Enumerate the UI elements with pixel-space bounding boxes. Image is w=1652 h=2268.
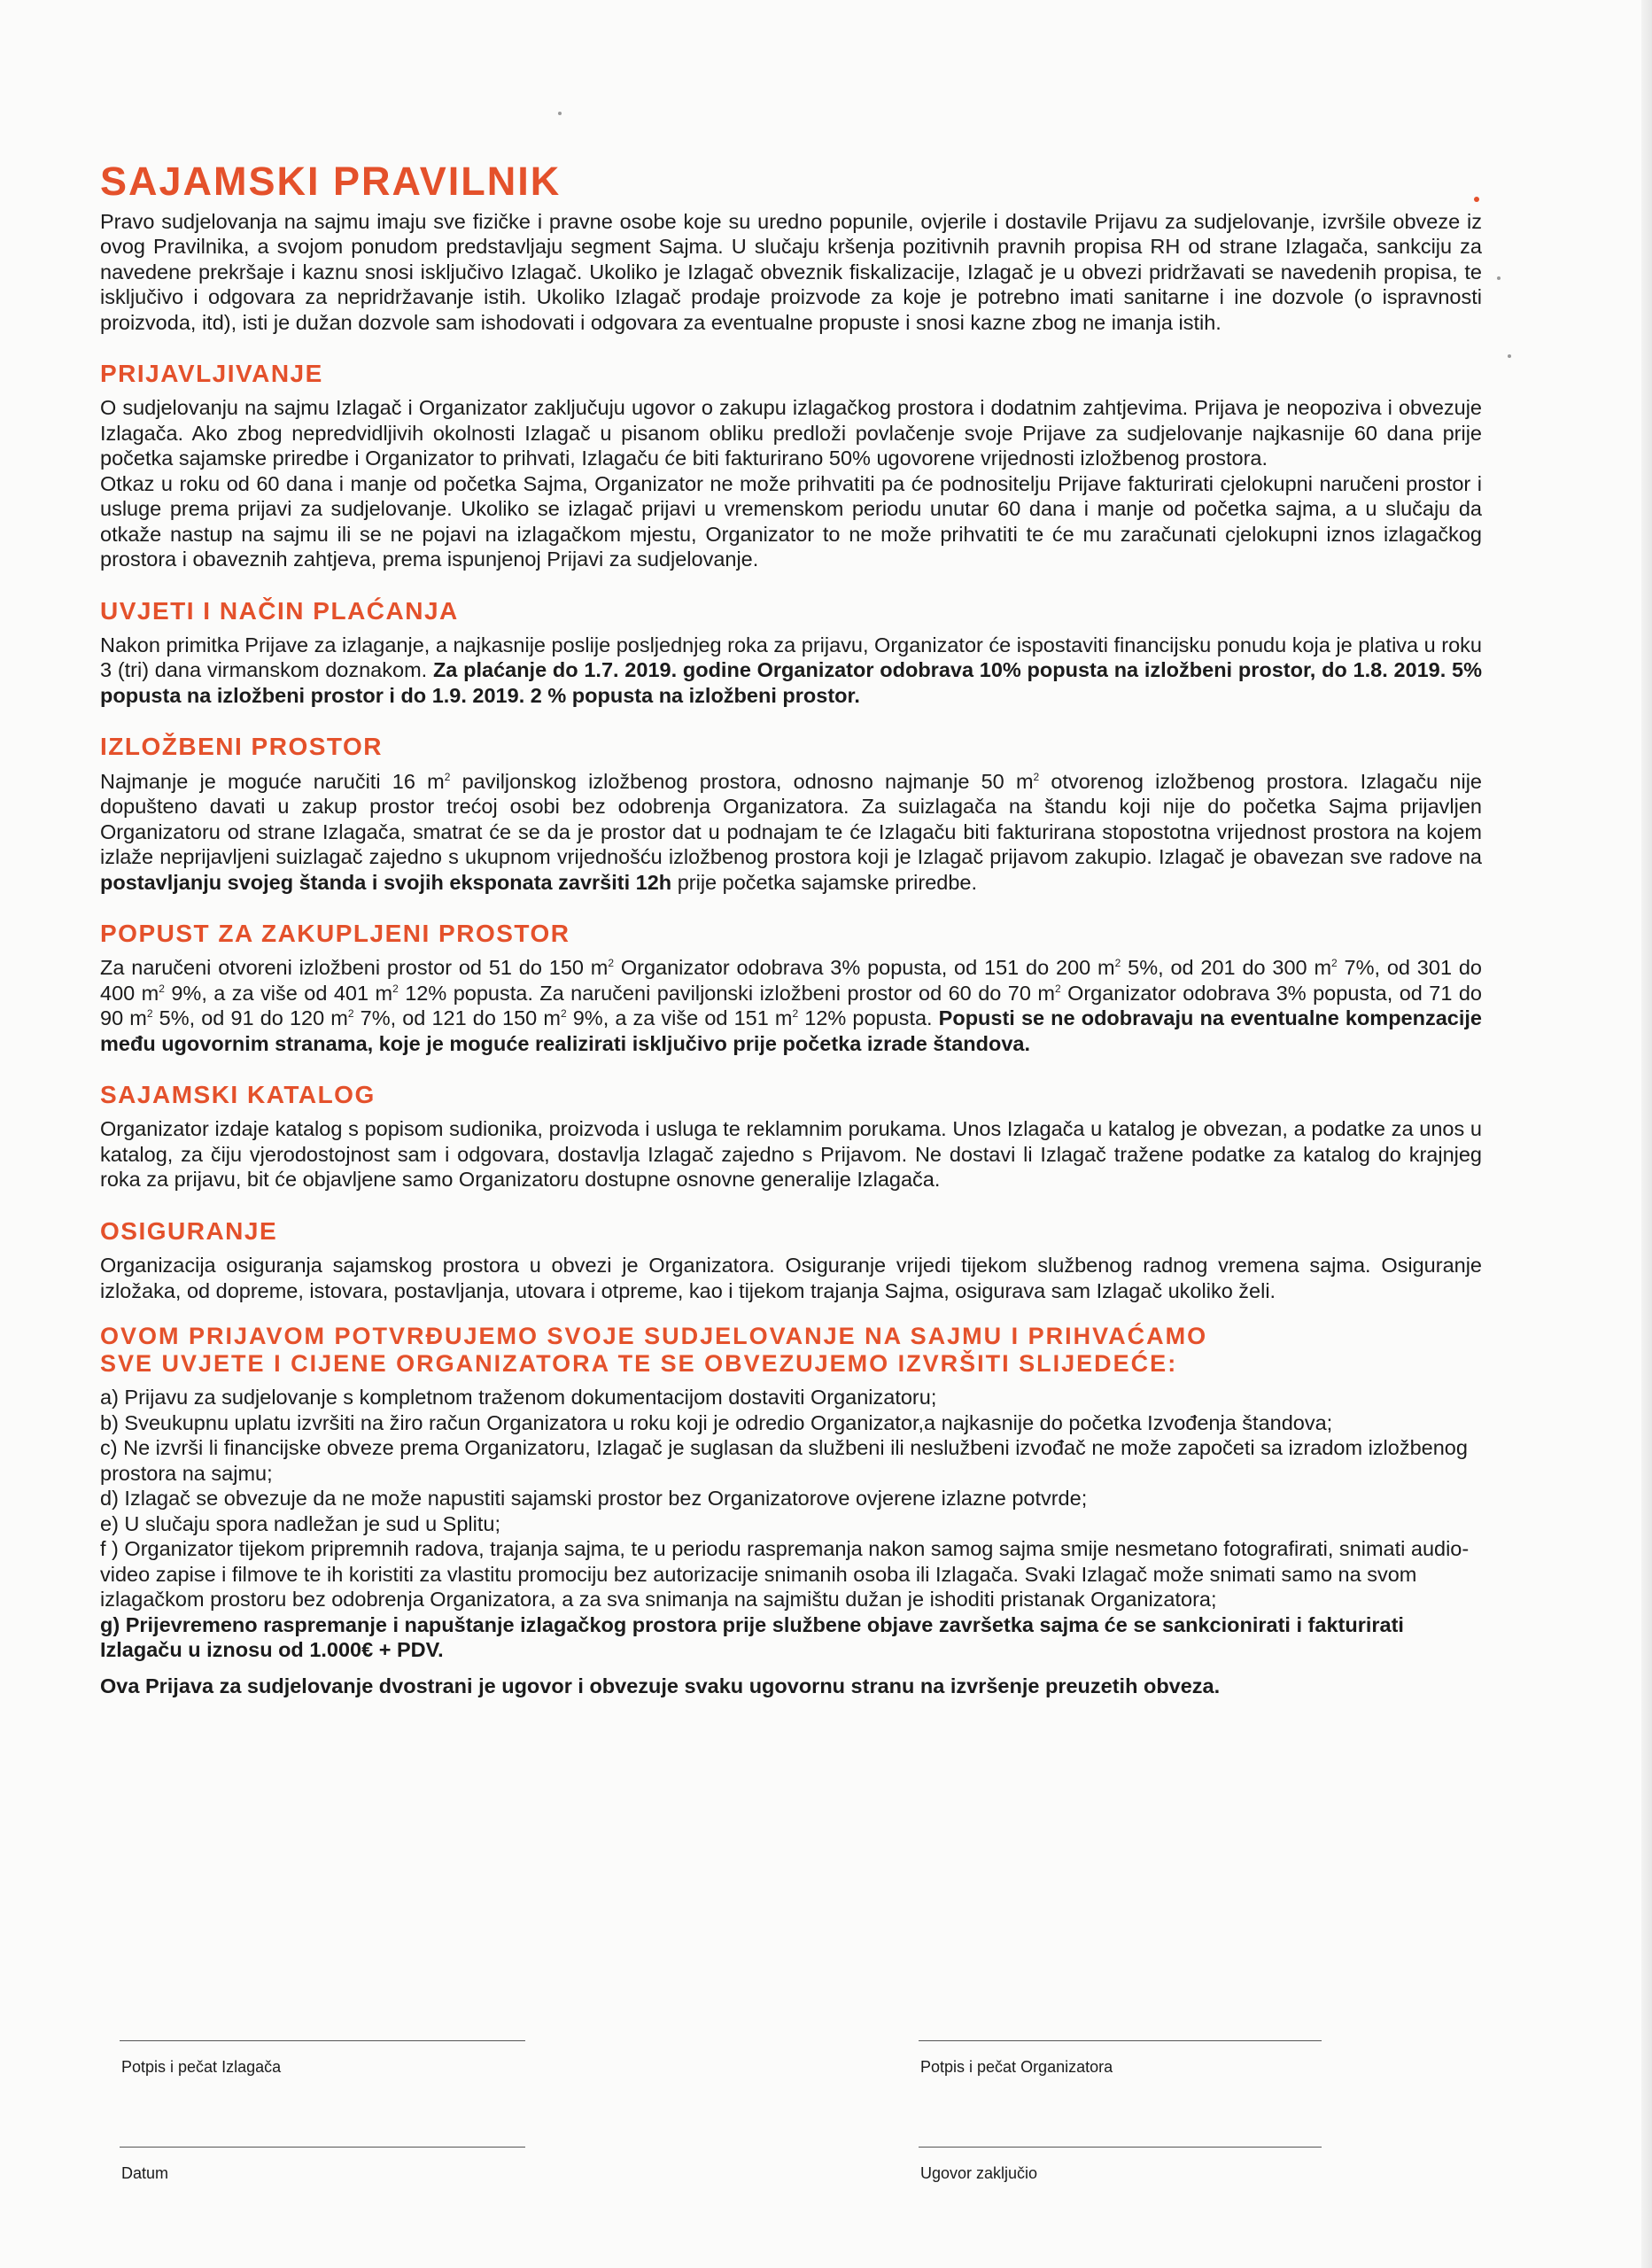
section-heading-prijavljivanje: PRIJAVLJIVANJE (100, 360, 323, 387)
popust-text: 5%, od 91 do 120 m (152, 1006, 348, 1030)
popust-text: 9%, a za više od 151 m (566, 1006, 793, 1030)
popust-text: 9%, a za više od 401 m (164, 981, 393, 1005)
prostor-text: prije početka sajamske priredbe. (671, 870, 978, 894)
prijavljivanje-paragraph-1: O sudjelovanju na sajmu Izlagač i Organizator zaključuju ugovor o zakupu izlagačkog prostora i dodatnim zahtjevima. Prijava je neopoziva i obvezuje Izlagača. Ako zbog nepredvidljivih okolnosti Izlagač u pisanom obliku predloži povlačenje svoje Prijave za sudjelovanje najkasnije 60 dana prije početka sajamske priredbe i Organizator to prihvati, Izlagaču će biti fakturirano 50% ugovorene vrijednosti izložbenog prostora. (100, 396, 1482, 470)
section-heading-prostor: IZLOŽBENI PROSTOR (100, 733, 383, 761)
prostor-text: paviljonskog izložbenog prostora, odnosno najmanje 50 m (450, 769, 1034, 793)
closing-statement: Ova Prijava za sudjelovanje dvostrani je ugovor i obvezuje svaku ugovornu stranu na izvršenje preuzetih obveza. (100, 1674, 1221, 1697)
superscript-2: 2 (1054, 982, 1061, 995)
superscript-2: 2 (1114, 957, 1121, 970)
contract-signature-line[interactable] (919, 2147, 1322, 2148)
print-dot (1508, 354, 1511, 358)
superscript-2: 2 (146, 1007, 153, 1021)
exhibitor-signature-line[interactable] (120, 2040, 525, 2041)
obveze-item-c: c) Ne izvrši li financijske obveze prema Organizatoru, Izlagač je suglasan da službeni ili neslužbeni izvođač ne može započeti sa izradom izložbenog prostora na sajmu; (100, 1436, 1468, 1485)
intro-paragraph: Pravo sudjelovanja na sajmu imaju sve fizičke i pravne osobe koje su uredno popunile, ovjerile i dostavile Prijavu za sudjelovanje, izvršile obveze iz ovog Pravilnika, a svojom ponudom predstavljaju segment Sajma. U slučaju kršenja pozitivnih pravnih propisa RH od strane Izlagača, sankciju za navedene prekršaje i kaznu snosi isključivo Izlagač. Ukoliko je Izlagač obveznik fiskalizacije, Izlagač je u obvezi pridržavati se navedenih propisa, te isključivo i odgovara za nepridržavanje istih. Ukoliko Izlagač prodaje proizvode za koje je potrebno imati sanitarne i ine dozvole (o ispravnosti proizvoda, itd), isti je dužan dozvole sam ishodovati i odgovara za eventualne propuste i snosi kazne zbog ne imanja istih. (100, 209, 1482, 334)
popust-text: Za naručeni otvoreni izložbeni prostor od 51 do 150 m (100, 956, 609, 980)
popust-text: 7%, od 121 do 150 m (353, 1006, 561, 1030)
popust-text: 12% popusta. (798, 1006, 939, 1030)
contract-label: Ugovor zaključio (920, 2164, 1038, 2182)
prijavljivanje-paragraph-2: Otkaz u roku od 60 dana i manje od početka Sajma, Organizator ne može prihvatiti pa će podnositelju Prijave fakturirati cjelokupni naručeni prostor i usluge prema prijavi za sudjelovanje. Ukoliko se izlagač prijavi u vremenskom periodu unutar 60 dana i manje od početka sajma, a u slučaju da otkaže nastup na sajmu ili se ne pojavi na izlagačkom mjestu, Organizator to ne može prihvatiti te će mu zaračunati cjelokupni iznos izlagačkog prostora i obaveznih zahtjeva, prema ispunjenoj Prijavi za sudjelovanje. (100, 471, 1482, 571)
obveze-item-f: f ) Organizator tijekom pripremnih radova, trajanja sajma, te u periodu raspremanja nakon samog sajma smije nesmetano fotografirati, snimati audio-video zapise i filmove te ih koristiti za vlastitu promociju bez autorizacije snimanih osoba ili Izlagača. Svaki Izlagač može snimati samo na svom izlagačkom prostoru bez odobrenja Organizatora, a za sva snimanja na sajmištu dužan je ishoditi pristanak Organizatora; (100, 1537, 1470, 1612)
katalog-paragraph: Organizator izdaje katalog s popisom sudionika, proizvoda i usluga te reklamnim porukama. Unos Izlagača u katalog je obvezan, a podatke za unos u katalog, za čiju vjerodostojnost sam i odgovara, dostavlja Izlagač zajedno s Prijavom. Ne dostavi li Izlagač tražene podatke za katalog do krajnjeg roka za prijavu, bit će objavljene samo Organizatoru dostupne osnovne generalije Izlagača. (100, 1117, 1482, 1192)
section-heading-katalog: SAJAMSKI KATALOG (100, 1081, 376, 1109)
prostor-text: otvorenog izložbenog prostora. Izlagaču nije dopušteno davati u zakup prostor trećoj osobi bez odobrenja Organizatora. Za suizlagača na štandu koji nije do početka Sajma prijavljen Organizatoru od strane Izlagača, smatrat će se da je prostor dat u podnajam te će Izlagaču biti fakturirana stopostotna vrijednost prostora na kojem izlaže neprijavljeni suizlagač zajedno s ukupnom vrijednošću izložbenog prostora koji je Izlagač prijavom zakupio. Izlagač je obavezan sve radove na (100, 769, 1482, 869)
obveze-item-g: g) Prijevremeno raspremanje i napuštanje izlagačkog prostora prije službene objave završetka sajma će se sankcionirati i fakturirati Izlagaču u iznosu od 1.000€ + PDV. (100, 1612, 1404, 1662)
superscript-2: 2 (444, 770, 451, 783)
popust-text: Organizator odobrava 3% popusta, od 71 do 90 m (100, 981, 1483, 1030)
date-line[interactable] (120, 2147, 525, 2148)
print-dot (558, 112, 562, 115)
superscript-2: 2 (1331, 957, 1338, 970)
popust-text: 5%, od 201 do 300 m (1121, 956, 1332, 980)
osiguranje-paragraph: Organizacija osiguranja sajamskog prostora u obvezi je Organizatora. Osiguranje vrijedi tijekom službenog radnog vremena sajma. Osiguranje izložaka, od dopreme, istovara, postavljanja, utovara i otpreme, kao i tijekom trajanja Sajma, osigurava sam Izlagač ukoliko želi. (100, 1254, 1482, 1302)
date-label: Datum (121, 2164, 169, 2182)
superscript-2: 2 (392, 982, 399, 995)
obveze-item-e: e) U slučaju spora nadležan je sud u Splitu; (100, 1511, 500, 1535)
section-heading-obveze (100, 1323, 1482, 1378)
section-heading-placanje: UVJETI I NAČIN PLAĆANJA (100, 596, 459, 625)
prostor-paragraph (100, 769, 1482, 896)
popust-bold-text: Popusti se ne odobravaju na eventualne kompenzacije među ugovornim stranama, koje je moguće realizirati isključivo prije početka izrade štandova. (100, 1006, 1482, 1055)
superscript-2: 2 (608, 957, 615, 970)
page-title: SAJAMSKI PRAVILNIK (100, 159, 562, 204)
popust-paragraph (100, 955, 1482, 1056)
print-dot (1497, 276, 1501, 280)
placanje-paragraph (100, 633, 1482, 709)
placanje-text: Nakon primitka Prijave za izlaganje, a najkasnije poslije posljednjeg roka za prijavu, Organizator će ispostaviti financijsku ponudu koja je plativa u roku 3 (tri) dana virmanskom doznakom. (100, 633, 1482, 682)
section-heading-osiguranje: OSIGURANJE (100, 1216, 278, 1245)
popust-text: Organizator odobrava 3% popusta, od 151 do 200 m (614, 956, 1115, 980)
placanje-discount-text: Za plaćanje do 1.7. 2019. godine Organizator odobrava 10% popusta na izložbeni prostor, do 1.8. 2019. 5% popusta na izložbeni prostor i do 1.9. 2019. 2 % popusta na izložbeni prostor. (100, 658, 1482, 707)
obveze-item-a: a) Prijavu za sudjelovanje s kompletnom traženom dokumentacijom dostaviti Organizatoru; (100, 1386, 937, 1410)
superscript-2: 2 (1033, 770, 1040, 783)
superscript-2: 2 (347, 1007, 354, 1021)
obveze-item-d: d) Izlagač se obvezuje da ne može napustiti sajamski prostor bez Organizatorove ovjerene izlazne potvrde; (100, 1487, 1088, 1511)
page-edge-shadow (1641, 0, 1652, 2268)
obveze-heading-line-1: OVOM PRIJAVOM POTVRĐUJEMO SVOJE SUDJELOVANJE NA SAJMU I PRIHVAĆAMO (100, 1323, 1208, 1350)
obveze-item-b: b) Sveukupnu uplatu izvršiti na žiro račun Organizatora u roku koji je odredio Organizator,a najkasnije do početka Izvođenja štandova; (100, 1410, 1333, 1434)
organizer-signature-label: Potpis i pečat Organizatora (920, 2058, 1113, 2076)
rules-content (100, 159, 1482, 1698)
superscript-2: 2 (159, 982, 165, 995)
obveze-heading-line-2: SVE UVJETE I CIJENE ORGANIZATORA TE SE OBVEZUJEMO IZVRŠITI SLIJEDEĆE: (100, 1350, 1178, 1378)
exhibitor-signature-label: Potpis i pečat Izlagača (121, 2058, 282, 2076)
superscript-2: 2 (792, 1007, 799, 1021)
prostor-bold-text: postavljanju svojeg štanda i svojih eksponata završiti 12h (100, 870, 672, 894)
popust-text: 12% popusta. Za naručeni paviljonski izložbeni prostor od 60 do 70 m (398, 981, 1055, 1005)
prostor-text: Najmanje je moguće naručiti 16 m (100, 769, 445, 793)
popust-text: 7%, od 301 do 400 m (100, 956, 1482, 1005)
organizer-signature-line[interactable] (919, 2040, 1322, 2041)
superscript-2: 2 (560, 1007, 567, 1021)
section-heading-popust: POPUST ZA ZAKUPLJENI PROSTOR (100, 920, 570, 948)
